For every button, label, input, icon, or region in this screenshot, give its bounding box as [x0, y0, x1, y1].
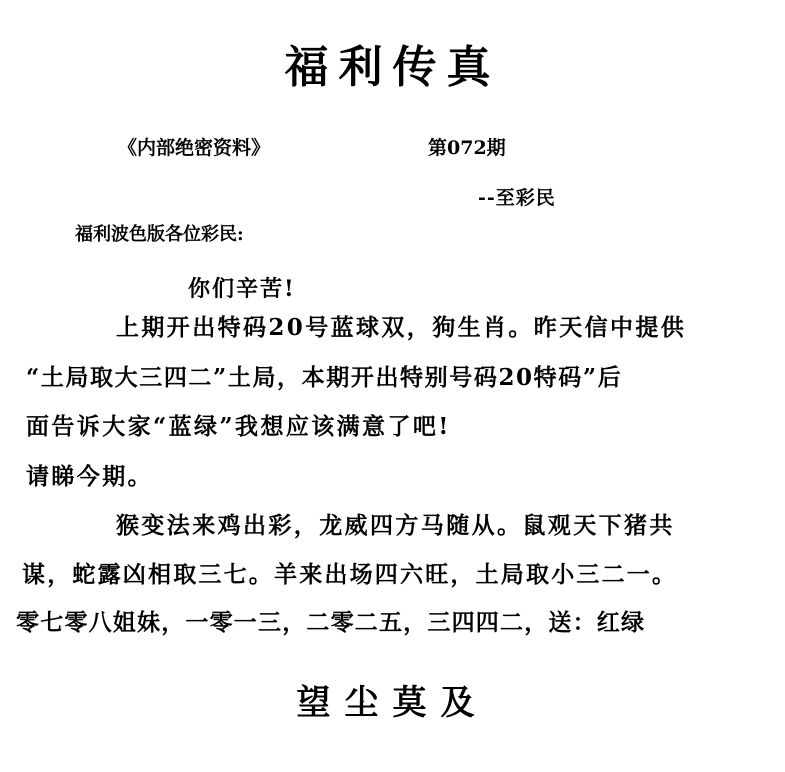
source-label: 《内部绝密资料》: [118, 137, 271, 159]
greeting: 福利波色版各位彩民:: [75, 224, 244, 245]
poem-line-3: 零七零八姐妹，一零一三，二零二五，三四四二，送：红绿: [16, 609, 646, 636]
body-line-4: 请睇今期。: [26, 463, 153, 490]
body-line-2: “土局取大三四二”土局，本期开出特别号码20特码”后: [26, 364, 623, 391]
body-line-3: 面告诉大家“蓝绿”我想应该满意了吧!: [26, 413, 451, 440]
recipient-line: --至彩民: [478, 187, 556, 209]
poem-line-2: 谋，蛇露凶相取三七。羊来出场四六旺，土局取小三二一。: [22, 561, 678, 588]
footer-slogan: 望尘莫及: [296, 683, 489, 723]
page-title: 福利传真: [284, 42, 501, 93]
body-line-1: 上期开出特码20号蓝球双，狗生肖。昨天信中提供: [116, 314, 687, 341]
issue-number: 第072期: [428, 137, 506, 159]
opener: 你们辛苦!: [188, 276, 296, 302]
poem-line-1: 猴变法来鸡出彩，龙威四方马随从。鼠观天下猪共: [116, 512, 675, 539]
